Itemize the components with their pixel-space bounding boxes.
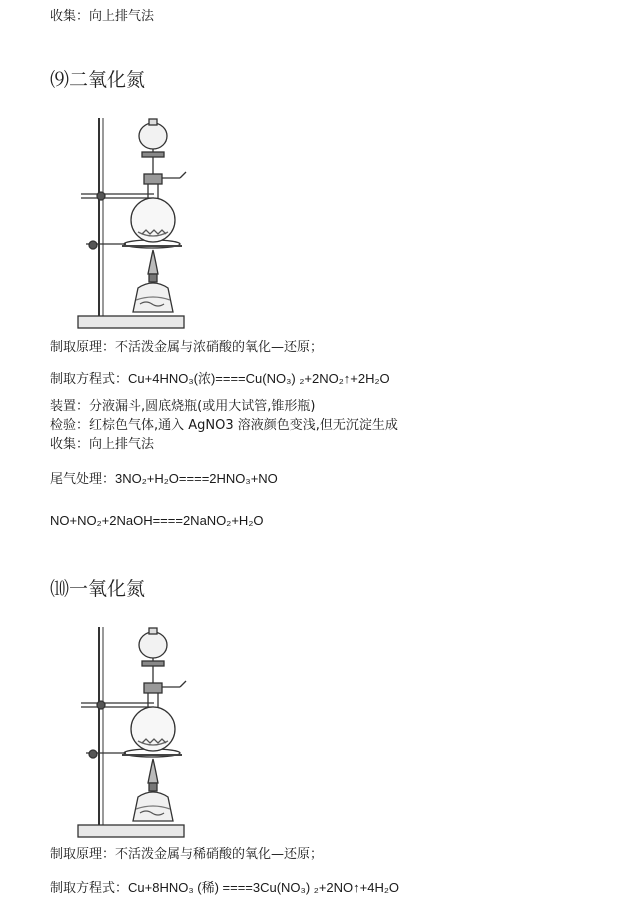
- section-9-heading: ⑼二氧化氮: [50, 69, 146, 91]
- no-principle: 制取原理：不活泼金属与稀硝酸的氧化—还原；: [50, 847, 324, 862]
- no-apparatus-figure: [56, 621, 196, 843]
- no2-test-text: 检验：红棕色气体,通入 AgNO3 溶液颜色变浅,但无沉淀生成: [50, 418, 398, 433]
- no2-tail-treatment: 尾气处理：3NO₂+H₂O====2HNO₃+NO: [50, 471, 278, 486]
- no-equation: 制取方程式：Cu+8HNO₃ (稀) ====3Cu(NO₃) ₂+2NO↑+4H₂O: [50, 880, 400, 895]
- no2-apparatus-text: 装置：分液漏斗,圆底烧瓶(或用大试管,锥形瓶): [50, 399, 316, 414]
- no2-apparatus-figure: [56, 112, 196, 334]
- no2-tail-equation: NO+NO₂+2NaOH====2NaNO₂+H₂O: [50, 513, 264, 528]
- section-10-heading: ⑽一氧化氮: [50, 578, 146, 600]
- no2-equation: 制取方程式：Cu+4HNO₃(浓)====Cu(NO₃) ₂+2NO₂↑+2H₂O: [50, 371, 390, 386]
- collect-method-text: 收集：向上排气法: [50, 9, 155, 24]
- no2-collect-text: 收集：向上排气法: [50, 437, 155, 452]
- no2-principle: 制取原理：不活泼金属与浓硝酸的氧化—还原；: [50, 340, 324, 355]
